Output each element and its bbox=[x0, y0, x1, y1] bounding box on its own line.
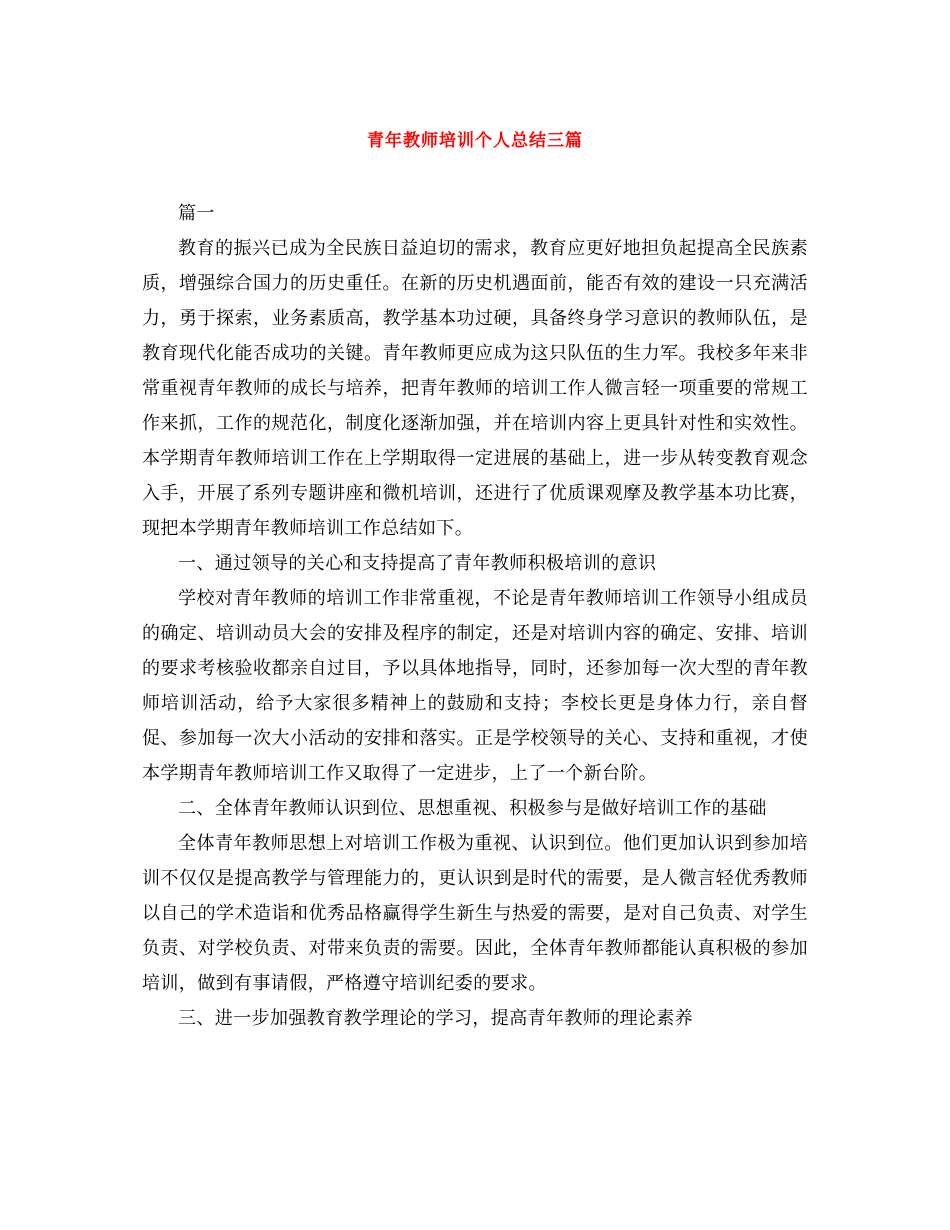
paragraph-one: 学校对青年教师的培训工作非常重视，不论是青年教师培训工作领导小组成员的确定、培训动员大会的安排及程序的制定，还是对培训内容的确定、安排、培训的要求考核验收都亲自过目，予以具体地指导，同时，还参加每一次大型的青年教师培训活动，给予大家很多精神上的鼓励和支持；李校长更是身体力行，亲自督促、参加每一次大小活动的安排和落实。正是学校领导的关心、支持和重视，才使本学期青年教师培训工作又取得了一定进步，上了一个新台阶。 bbox=[142, 588, 808, 784]
section-label: 篇一 bbox=[178, 203, 215, 224]
heading-one: 一、通过领导的关心和支持提高了青年教师积极培训的意识 bbox=[178, 553, 657, 574]
paragraph-two: 全体青年教师思想上对培训工作极为重视、认识到位。他们更加认识到参加培训不仅仅是提高教学与管理能力的，更认识到是时代的需要，是人微言轻优秀教师以自己的学术造诣和优秀品格赢得学生新生与热爱的需要，是对自己负责、对学生负责、对学校负责、对带来负责的需要。因此，全体青年教师都能认真积极的参加培训，做到有事请假，严格遵守培训纪委的要求。 bbox=[142, 833, 808, 994]
document-body bbox=[142, 196, 808, 1036]
document-title: 青年教师培训个人总结三篇 bbox=[367, 131, 583, 151]
paragraph-intro: 教育的振兴已成为全民族日益迫切的需求，教育应更好地担负起提高全民族素质，增强综合国力的历史重任。在新的历史机遇面前，能否有效的建设一只充满活力，勇于探索，业务素质高，教学基本功过硬，具备终身学习意识的教师队伍，是教育现代化能否成功的关键。青年教师更应成为这只队伍的生力军。我校多年来非常重视青年教师的成长与培养，把青年教师的培训工作人微言轻一项重要的常规工作来抓，工作的规范化，制度化逐渐加强，并在培训内容上更具针对性和实效性。本学期青年教师培训工作在上学期取得一定进展的基础上，进一步从转变教育观念入手，开展了系列专题讲座和微机培训，还进行了优质课观摩及教学基本功比赛，现把本学期青年教师培训工作总结如下。 bbox=[142, 238, 808, 539]
heading-three: 三、进一步加强教育教学理论的学习，提高青年教师的理论素养 bbox=[178, 1008, 694, 1029]
heading-two: 二、全体青年教师认识到位、思想重视、积极参与是做好培训工作的基础 bbox=[178, 798, 767, 819]
